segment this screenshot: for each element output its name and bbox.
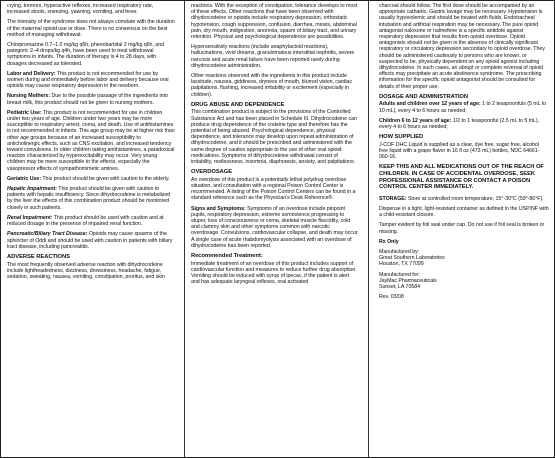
column-divider-left: [184, 1, 185, 457]
withdrawal-intensity-text: The intensity of the syndrome does not always correlate with the duration of the maternal opioid use or dose. There is no consensus on the best method of managing withdrawal.: [7, 19, 175, 38]
pancreatic-biliary-text: Opioids may cause spasms of the sphincter of Oddi and should be used with caution in patients with biliary tract disease, including pancreatitis.: [7, 231, 173, 250]
adverse-reactions-heading: ADVERSE REACTIONS: [7, 253, 70, 260]
renal-impairment-section: [7, 215, 175, 227]
child-dosage-text: 1/2 to 1 teaspoonful (2.5 mL to 5 mL), every 4 to 6 hours as needed;: [379, 117, 540, 131]
geriatric-use-text: This product should be given with caution to the elderly.: [41, 175, 170, 182]
treatment-continued-text: charcoal should follow. The first dose should be accompanied by an appropriate cathartic. Gastric lavage may be necessary. Hypotension is usually hypovolemic and should be treated with fluids. Endotracheal intubation and artificial respiration may be necessary. The pure opioid antagonist naloxone or nalmefene is a specific antidote against respiratory depression that results from opioid overdose. Opioid antagonists should not be given in the absence of clinically significant respiratory or circulatory depression secondary to opioid overdose. They should be administered cautiously to persons who are known, or suspected to be, physically dependent on any opioid agonist including dihydrocodeine. In such cases, an abrupt or complete reversal of opioid effects may precipitate an acute abstinence syndrome. The prescribing information for the specific opioid antagonist should be consulted for details of their proper use.: [379, 3, 545, 90]
labor-delivery-section: [7, 71, 175, 90]
manufactured-for-label: Manufactured for:: [379, 271, 420, 278]
tamper-evident-text: Tamper evident by foil seal under cap. Do not use if foil seal is broken or missing.: [379, 222, 545, 235]
column-divider-right: [368, 1, 369, 457]
storage-heading: STORAGE:: [379, 195, 407, 202]
overdosage-heading: OVERDOSAGE: [191, 169, 233, 176]
signs-symptoms-section: [191, 206, 359, 249]
labor-delivery-text: This product is not recommended for use by women during and immediately before labor and delivery because oral opioids may cause respiratory depression in the newborn.: [7, 70, 169, 90]
drug-abuse-text: This combination product is subject to the provisions of the Controlled Substance Act and has been placed in Schedule III. Dihydrocodeine can produce drug dependence of the codeine type and therefore has the potential of being abused. Psychological dependence, physical dependence, and tolerance may develop upon repeat administration of dihydrocodeine, and it should be prescribed and administered with the same degree of caution appropriate to the use of other oral opioid medications. Symptoms of dihydrocodeine withdrawal consist of irritability, restlessness, insomnia, diaphoresis, anxiety, and palpitations.: [191, 109, 357, 166]
adverse-reactions-continued-text: reactions. With the exception of constipation, tolerance develops to most of these effects. Other reactions that have been observed with dihydrocodeine or opioids include respiratory depression, orthostatic hypotension, cough suppression, confusion, diarrhea, miosis, abdominal pain, dry mouth, indigestion, anorexia, spasm of biliary tract, and urinary retention. Physical and psychological dependence are possibilities.: [191, 3, 358, 41]
child-dosage-label: Children 6 to 12 years of age:: [379, 117, 452, 124]
revision-date: Rev. 03/08: [379, 294, 404, 301]
recommended-treatment-text: Immediate treatment of an overdose of this product includes support of cardiovascular function and measures to reduce further drug absorption. Vomiting should be induced with syrup of ipecac, if the patient is alert and has adequate laryngeal reflexes, oral activated: [191, 260, 357, 286]
renal-impairment-text: This product should be used with caution and at reduced dosage in the presence of impaired renal function.: [7, 214, 164, 228]
pancreatic-biliary-section: [7, 231, 175, 250]
manufacturer-block: [379, 249, 549, 268]
withdrawal-symptoms-text: crying, tremors, hyperactive reflexes, increased respiratory rate, increased stools, sneezing, yawning, vomiting, and fever.: [7, 3, 154, 16]
nursing-mothers-text: Due to the possible passage of the ingredients into breast milk, this product should not be given to nursing mothers.: [7, 93, 168, 106]
adult-dosage-text: 1 to 2 teaspoonfuls (5 mL to 10 mL), every 4 to 6 hours as needed;: [379, 101, 547, 114]
adverse-reactions-text: The most frequently observed adverse reaction with dihydrocodeine include lightheadedness, dizziness, drowsiness, headache, fatigue, sedation, sweating, nausea, vomiting, constipation, pruritus, and skin: [7, 261, 165, 280]
other-reactions-text: Other reactions observed with the ingredients in this product include lassitude, nausea, giddiness, dryness of mouth, blurred vision, cardiac palpitations, flushing, increased irritability or excitement (especially in children).: [191, 73, 353, 98]
hepatic-impairment-heading: Hepatic Impairment:: [7, 186, 57, 193]
storage-text: Store at controlled room temperature, 15°-30°C (59°-86°F).: [406, 195, 544, 202]
how-supplied-heading: HOW SUPPLIED: [379, 134, 424, 141]
pediatric-use-text: This product is not recommended for use in children under two years of age. Children under two years may be more susceptible to respiratory arrest, coma, and death. Use of antihistamines is not recommended in infants. This age group may be at higher risk than other age groups because of an increased susceptibility to anticholinergic effects, such as CNS excitation, and increased tendency toward convulsions. In older children taking antihistamines, a paradoxical reaction characterized by hyperexcitability may occur. Very young children may be more susceptible to the effects, especially the vasopressor effects of sympathomimetic amines.: [7, 109, 175, 172]
manufactured-for-city: Sunset, LA 70584: [379, 284, 421, 291]
pediatric-use-section: [7, 110, 175, 172]
drug-abuse-heading: DRUG ABUSE AND DEPENDENCE: [191, 101, 285, 108]
storage-section: [379, 196, 549, 202]
hepatic-impairment-section: [7, 186, 175, 211]
hepatic-impairment-text: This product should be given with caution to patients with hepatic insufficiency. Since dihydrocodeine is metabolized by the liver the effects of this combination product should be monitored closely in such patients.: [7, 186, 171, 211]
column-middle: [191, 3, 359, 455]
nursing-mothers-heading: Nursing Mothers:: [7, 93, 51, 100]
dispense-text: Dispense in a tight, light-resistant container as defined in the USP/NF with a child-resistant closure.: [379, 206, 549, 219]
signs-symptoms-heading: Signs and Symptoms:: [191, 205, 246, 212]
manufactured-by-label: Manufactured by:: [379, 249, 420, 256]
column-right: [379, 3, 549, 455]
pediatric-use-heading: Pediatric Use:: [7, 109, 42, 116]
adult-dosage-label: Adults and children over 12 years of age:: [379, 101, 481, 108]
dosage-heading: DOSAGE AND ADMINISTRATION: [379, 93, 469, 100]
manufactured-for-block: [379, 272, 549, 291]
how-supplied-text: J-COF DHC Liquid is supplied as a clear, dye free, sugar free, alcohol free liquid with a grape flavor in 16 fl oz (473 mL) bottles, NDC 64661-060-16.: [379, 141, 540, 161]
geriatric-use-section: [7, 176, 175, 182]
child-dosage: [379, 118, 549, 130]
hypersensitivity-text: Hypersensitivity reactions (include anaphylactoid reactions), hallucinations, vivid dreams, granulomatous interstitial nephritis, severe narcosis and acute renal failure have been reported rarely during dihydrocodeine administration.: [191, 44, 355, 69]
pancreatic-biliary-heading: Pancreatic/Biliary Tract Disease:: [7, 231, 88, 238]
manufactured-for-name: JayMac Pharmaceuticals: [379, 277, 437, 284]
manufacturer-city: Houston, TX 77099: [379, 261, 424, 268]
withdrawal-treatment-text: Chlorpromazine 0.7–1.0 mg/kg q6h, phenobarbital 2 mg/kg q6h, and paregoric 2–4 drops/kg q4h, have been used to treat withdrawal symptoms in infants. The duration of therapy is 4 to 28 days, with dosages decreased as tolerated.: [7, 42, 164, 67]
overdosage-text: An overdose of this product is a potentially lethal polydrug overdose situation, and consultation with a regional Poison Control Center is recommended. A listing of the Poison Control Centers can be found in a standard reference such as the Physician's Desk Reference®.: [191, 176, 356, 202]
rx-only-label: Rx Only: [379, 238, 399, 245]
keep-out-of-reach-warning: KEEP THIS AND ALL MEDICATIONS OUT OF THE REACH OF CHILDREN. IN CASE OF ACCIDENTAL OVERDOSE, SEEK PROFESSIONAL ASSISTANCE OR CONTACT A POISON CONTROL CENTER IMMEDIATELY.: [379, 164, 544, 191]
renal-impairment-heading: Renal Impairment:: [7, 214, 53, 221]
manufacturer-name: Great Southern Laboratories: [379, 255, 445, 262]
recommended-treatment-heading: Recommended Treatment:: [191, 253, 263, 260]
geriatric-use-heading: Geriatric Use:: [7, 175, 42, 182]
adult-dosage: [379, 101, 549, 113]
signs-symptoms-text: Symptoms of an overdose include pinpoint pupils, respiratory depression, extreme somnolence progressing to stupor, loss of consciousness or coma, skeletal muscle flaccidity, cold and clammy skin and other symptoms common with narcotic overdosage. Convulsions, cardiovascular collapse, and death may occur. A single case of acute rhabdomyolysis associated with an overdose of dihydrocodeine has been reported.: [191, 205, 359, 249]
nursing-mothers-section: [7, 93, 175, 105]
labor-delivery-heading: Labor and Delivery:: [7, 70, 56, 77]
column-left: [7, 3, 175, 455]
